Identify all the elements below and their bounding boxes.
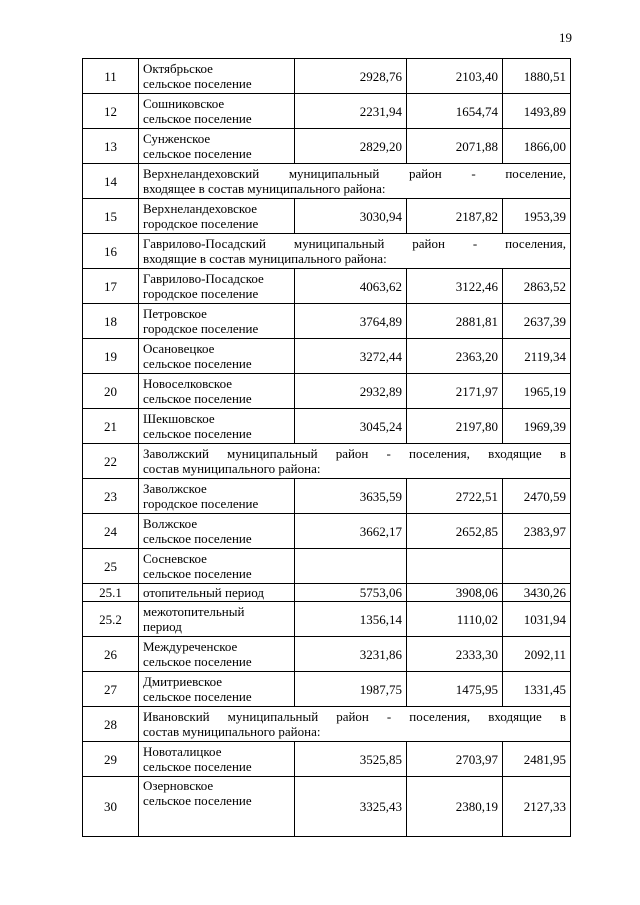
row-number: 13 <box>83 129 139 164</box>
settlement-name-line: Верхнеландеховское <box>143 201 258 216</box>
value-cell-v2: 3908,06 <box>407 584 503 602</box>
settlement-name-line: сельское поселение <box>143 356 252 371</box>
row-number: 28 <box>83 707 139 742</box>
value-cell-v2: 1110,02 <box>407 602 503 637</box>
settlement-name-line: городское поселение <box>143 496 259 511</box>
district-header <box>139 164 571 199</box>
settlement-name <box>139 339 295 374</box>
settlement-name-line: сельское поселение <box>143 759 252 774</box>
settlement-name-line: сельское поселение <box>143 146 252 161</box>
value-cell-v2: 2652,85 <box>407 514 503 549</box>
value-cell-v3: 1493,89 <box>503 94 571 129</box>
district-header-line: входящие в состав муниципального района: <box>143 251 387 266</box>
row-number: 17 <box>83 269 139 304</box>
value-cell-v1: 2928,76 <box>295 59 407 94</box>
settlement-name-line: сельское поселение <box>143 566 252 581</box>
row-number: 19 <box>83 339 139 374</box>
row-number: 29 <box>83 742 139 777</box>
district-header-row <box>83 164 571 199</box>
value-cell-v1: 3764,89 <box>295 304 407 339</box>
value-cell-v2: 2722,51 <box>407 479 503 514</box>
settlement-name <box>139 94 295 129</box>
table-row <box>83 129 571 164</box>
table-row <box>83 514 571 549</box>
settlement-name-line: отопительный период <box>143 585 264 600</box>
district-header-row <box>83 707 571 742</box>
tariff-table <box>82 58 571 837</box>
settlement-name <box>139 742 295 777</box>
row-number: 21 <box>83 409 139 444</box>
value-cell-v1: 3030,94 <box>295 199 407 234</box>
value-cell-v2 <box>407 549 503 584</box>
value-cell-v2: 2187,82 <box>407 199 503 234</box>
value-cell-v3: 1953,39 <box>503 199 571 234</box>
settlement-name <box>139 584 295 602</box>
value-cell-v2: 1654,74 <box>407 94 503 129</box>
district-header <box>139 707 571 742</box>
settlement-name-line: Сошниковское <box>143 96 225 111</box>
settlement-name-line: Озерновское <box>143 778 214 793</box>
value-cell-v1: 3231,86 <box>295 637 407 672</box>
district-header-line: состав муниципального района: <box>143 724 321 739</box>
value-cell-v3: 2863,52 <box>503 269 571 304</box>
value-cell-v2: 2333,30 <box>407 637 503 672</box>
table-row <box>83 304 571 339</box>
table-row <box>83 409 571 444</box>
settlement-name-line: Заволжское <box>143 481 207 496</box>
settlement-name-line: период <box>143 619 182 634</box>
settlement-name <box>139 549 295 584</box>
settlement-name <box>139 304 295 339</box>
value-cell-v2: 3122,46 <box>407 269 503 304</box>
settlement-name-line: сельское поселение <box>143 689 252 704</box>
value-cell-v3: 1031,94 <box>503 602 571 637</box>
value-cell-v2: 2103,40 <box>407 59 503 94</box>
settlement-name-line: сельское поселение <box>143 391 252 406</box>
row-number: 11 <box>83 59 139 94</box>
settlement-name-line: сельское поселение <box>143 76 252 91</box>
settlement-name <box>139 59 295 94</box>
value-cell-v3: 2119,34 <box>503 339 571 374</box>
value-cell-v3: 2092,11 <box>503 637 571 672</box>
value-cell-v1: 1987,75 <box>295 672 407 707</box>
row-number: 25.1 <box>83 584 139 602</box>
value-cell-v3: 1969,39 <box>503 409 571 444</box>
row-number: 18 <box>83 304 139 339</box>
settlement-name-line: сельское поселение <box>143 531 252 546</box>
row-number: 27 <box>83 672 139 707</box>
row-number: 23 <box>83 479 139 514</box>
table-row <box>83 199 571 234</box>
value-cell-v1: 3525,85 <box>295 742 407 777</box>
value-cell-v2: 2071,88 <box>407 129 503 164</box>
settlement-name <box>139 602 295 637</box>
settlement-name-line: сельское поселение <box>143 111 252 126</box>
row-number: 25.2 <box>83 602 139 637</box>
district-header-line: входящее в состав муниципального района: <box>143 181 386 196</box>
settlement-name <box>139 479 295 514</box>
district-header <box>139 234 571 269</box>
value-cell-v1: 3325,43 <box>295 777 407 837</box>
settlement-name-line: Дмитриевское <box>143 674 223 689</box>
settlement-name <box>139 514 295 549</box>
settlement-name-line: сельское поселение <box>143 654 252 669</box>
district-header-line: Верхнеландеховский муниципальный район - поселение, <box>143 166 566 181</box>
value-cell-v3: 2470,59 <box>503 479 571 514</box>
settlement-name-line: Осановецкое <box>143 341 215 356</box>
table-row <box>83 94 571 129</box>
value-cell-v3: 1965,19 <box>503 374 571 409</box>
settlement-name <box>139 269 295 304</box>
settlement-name-line: Новоселковское <box>143 376 233 391</box>
settlement-name-line: межотопительный <box>143 604 245 619</box>
value-cell-v1: 3635,59 <box>295 479 407 514</box>
value-cell-v3: 3430,26 <box>503 584 571 602</box>
settlement-name <box>139 409 295 444</box>
district-header-row <box>83 234 571 269</box>
value-cell-v2: 2171,97 <box>407 374 503 409</box>
row-number: 25 <box>83 549 139 584</box>
settlement-name <box>139 374 295 409</box>
table-body <box>83 59 571 837</box>
settlement-name-line: городское поселение <box>143 286 259 301</box>
page-number: 19 <box>559 30 572 45</box>
value-cell-v2: 2881,81 <box>407 304 503 339</box>
table-row <box>83 339 571 374</box>
value-cell-v2: 2380,19 <box>407 777 503 837</box>
table-row <box>83 742 571 777</box>
value-cell-v3: 2481,95 <box>503 742 571 777</box>
district-header-line: Гаврилово-Посадский муниципальный район - поселения, <box>143 236 566 251</box>
row-number: 12 <box>83 94 139 129</box>
table-row <box>83 777 571 837</box>
settlement-name-line: Гаврилово-Посадское <box>143 271 264 286</box>
settlement-name-line: Волжское <box>143 516 198 531</box>
table-row <box>83 479 571 514</box>
district-header-row <box>83 444 571 479</box>
settlement-name-line: Октябрьское <box>143 61 213 76</box>
table-row <box>83 59 571 94</box>
value-cell-v3 <box>503 549 571 584</box>
settlement-name-line: Сосневское <box>143 551 207 566</box>
row-number: 20 <box>83 374 139 409</box>
settlement-name <box>139 199 295 234</box>
row-number: 22 <box>83 444 139 479</box>
value-cell-v1: 5753,06 <box>295 584 407 602</box>
value-cell-v1: 3272,44 <box>295 339 407 374</box>
value-cell-v2: 2197,80 <box>407 409 503 444</box>
row-number: 26 <box>83 637 139 672</box>
value-cell-v2: 2363,20 <box>407 339 503 374</box>
row-number: 14 <box>83 164 139 199</box>
value-cell-v1: 3662,17 <box>295 514 407 549</box>
value-cell-v1: 1356,14 <box>295 602 407 637</box>
value-cell-v2: 2703,97 <box>407 742 503 777</box>
district-header <box>139 444 571 479</box>
value-cell-v1: 2829,20 <box>295 129 407 164</box>
value-cell-v3: 1880,51 <box>503 59 571 94</box>
row-number: 16 <box>83 234 139 269</box>
row-number: 24 <box>83 514 139 549</box>
value-cell-v2: 1475,95 <box>407 672 503 707</box>
table-row <box>83 584 571 602</box>
settlement-name-line: городское поселение <box>143 216 259 231</box>
district-header-line: Ивановский муниципальный район - поселения, входящие в <box>143 709 566 724</box>
table-row <box>83 549 571 584</box>
value-cell-v3: 2383,97 <box>503 514 571 549</box>
settlement-name-line: Шекшовское <box>143 411 215 426</box>
table-row <box>83 269 571 304</box>
settlement-name-line: Новоталицкое <box>143 744 222 759</box>
table-row <box>83 602 571 637</box>
value-cell-v3: 2637,39 <box>503 304 571 339</box>
settlement-name-line: сельское поселение <box>143 426 252 441</box>
value-cell-v3: 1866,00 <box>503 129 571 164</box>
value-cell-v1: 3045,24 <box>295 409 407 444</box>
settlement-name <box>139 672 295 707</box>
settlement-name <box>139 777 295 837</box>
table-row <box>83 374 571 409</box>
settlement-name-line: Петровское <box>143 306 207 321</box>
settlement-name-line: Сунженское <box>143 131 211 146</box>
district-header-line: Заволжский муниципальный район - поселения, входящие в <box>143 446 566 461</box>
table-row <box>83 637 571 672</box>
district-header-line: состав муниципального района: <box>143 461 321 476</box>
row-number: 30 <box>83 777 139 837</box>
value-cell-v1 <box>295 549 407 584</box>
settlement-name-line: городское поселение <box>143 321 259 336</box>
table-row <box>83 672 571 707</box>
value-cell-v3: 2127,33 <box>503 777 571 837</box>
value-cell-v1: 4063,62 <box>295 269 407 304</box>
settlement-name-line: сельское поселение <box>143 793 252 808</box>
settlement-name <box>139 129 295 164</box>
value-cell-v1: 2932,89 <box>295 374 407 409</box>
settlement-name-line: Междуреченское <box>143 639 238 654</box>
value-cell-v1: 2231,94 <box>295 94 407 129</box>
settlement-name <box>139 637 295 672</box>
row-number: 15 <box>83 199 139 234</box>
value-cell-v3: 1331,45 <box>503 672 571 707</box>
